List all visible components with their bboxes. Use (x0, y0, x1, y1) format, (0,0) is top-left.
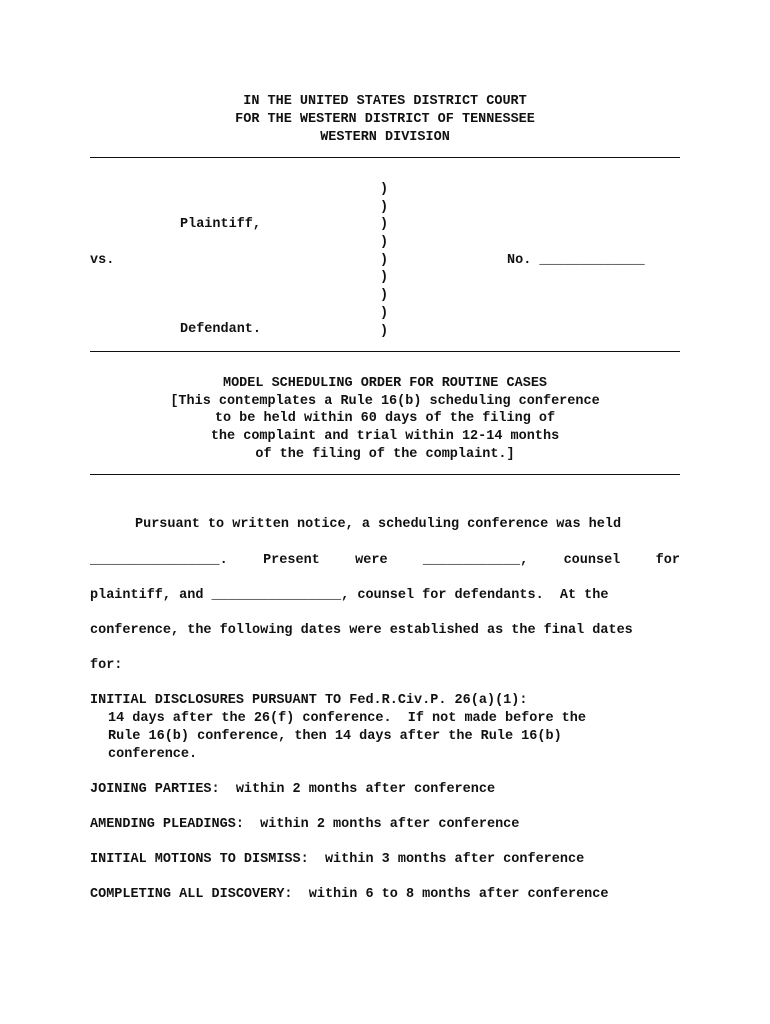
caption-bottom-rule (90, 351, 680, 352)
caption-parenthesis-column (380, 181, 390, 340)
body-line-2 (90, 552, 680, 570)
caption-paren: ) (380, 217, 389, 233)
body-line-5: for: (90, 658, 123, 673)
caption-paren: ) (380, 252, 389, 268)
title-bottom-rule (90, 474, 680, 475)
order-note-line-2: to be held within 60 days of the filing of (214, 411, 556, 426)
caption-paren: ) (380, 199, 389, 215)
joining-parties-deadline: JOINING PARTIES: within 2 months after conference (90, 782, 496, 797)
plaintiff-counsel-blank: ____________, (422, 553, 529, 568)
order-title: MODEL SCHEDULING ORDER FOR ROUTINE CASES (222, 376, 548, 391)
body-word: counsel (563, 553, 621, 568)
caption-paren: ) (380, 305, 389, 321)
initial-motions-deadline: INITIAL MOTIONS TO DISMISS: within 3 months after conference (90, 852, 585, 867)
court-name-line-2: FOR THE WESTERN DISTRICT OF TENNESSEE (235, 112, 535, 127)
court-division: WESTERN DIVISION (320, 130, 450, 145)
order-note-line-1: [This contemplates a Rule 16(b) scheduling conference (170, 394, 600, 409)
court-name-line-1: IN THE UNITED STATES DISTRICT COURT (243, 94, 527, 109)
initial-disclosures-text-2: Rule 16(b) conference, then 14 days after the Rule 16(b) (108, 729, 562, 744)
caption-paren: ) (380, 323, 389, 339)
caption-paren: ) (380, 270, 389, 286)
initial-disclosures-heading: INITIAL DISCLOSURES PURSUANT TO Fed.R.Civ.P. 26(a)(1): (90, 693, 528, 708)
body-word: were (355, 553, 388, 568)
plaintiff-label: Plaintiff, (180, 217, 262, 232)
caption-top-rule (90, 157, 680, 158)
completing-discovery-deadline: COMPLETING ALL DISCOVERY: within 6 to 8 months after conference (90, 887, 609, 902)
body-word: Present (263, 553, 320, 568)
conference-date-blank: ________________. (90, 553, 228, 568)
order-note-line-3: the complaint and trial within 12-14 months (210, 429, 560, 444)
versus-label: vs. (90, 253, 115, 268)
amending-pleadings-deadline: AMENDING PLEADINGS: within 2 months after conference (90, 817, 520, 832)
defendant-label: Defendant. (180, 322, 262, 337)
body-line-1: Pursuant to written notice, a scheduling conference was held (135, 517, 622, 532)
initial-disclosures-text-3: conference. (108, 747, 198, 762)
body-line-3: plaintiff, and ________________, counsel for defendants. At the (90, 588, 609, 603)
initial-disclosures-text-1: 14 days after the 26(f) conference. If not made before the (108, 711, 586, 726)
body-line-4: conference, the following dates were established as the final dates (90, 623, 633, 638)
case-number-field: No. _____________ (507, 253, 645, 268)
order-note-line-4: of the filing of the complaint.] (255, 447, 515, 462)
caption-paren: ) (380, 235, 389, 251)
caption-paren: ) (380, 288, 389, 304)
caption-paren: ) (380, 182, 389, 197)
body-word: for (655, 553, 680, 568)
